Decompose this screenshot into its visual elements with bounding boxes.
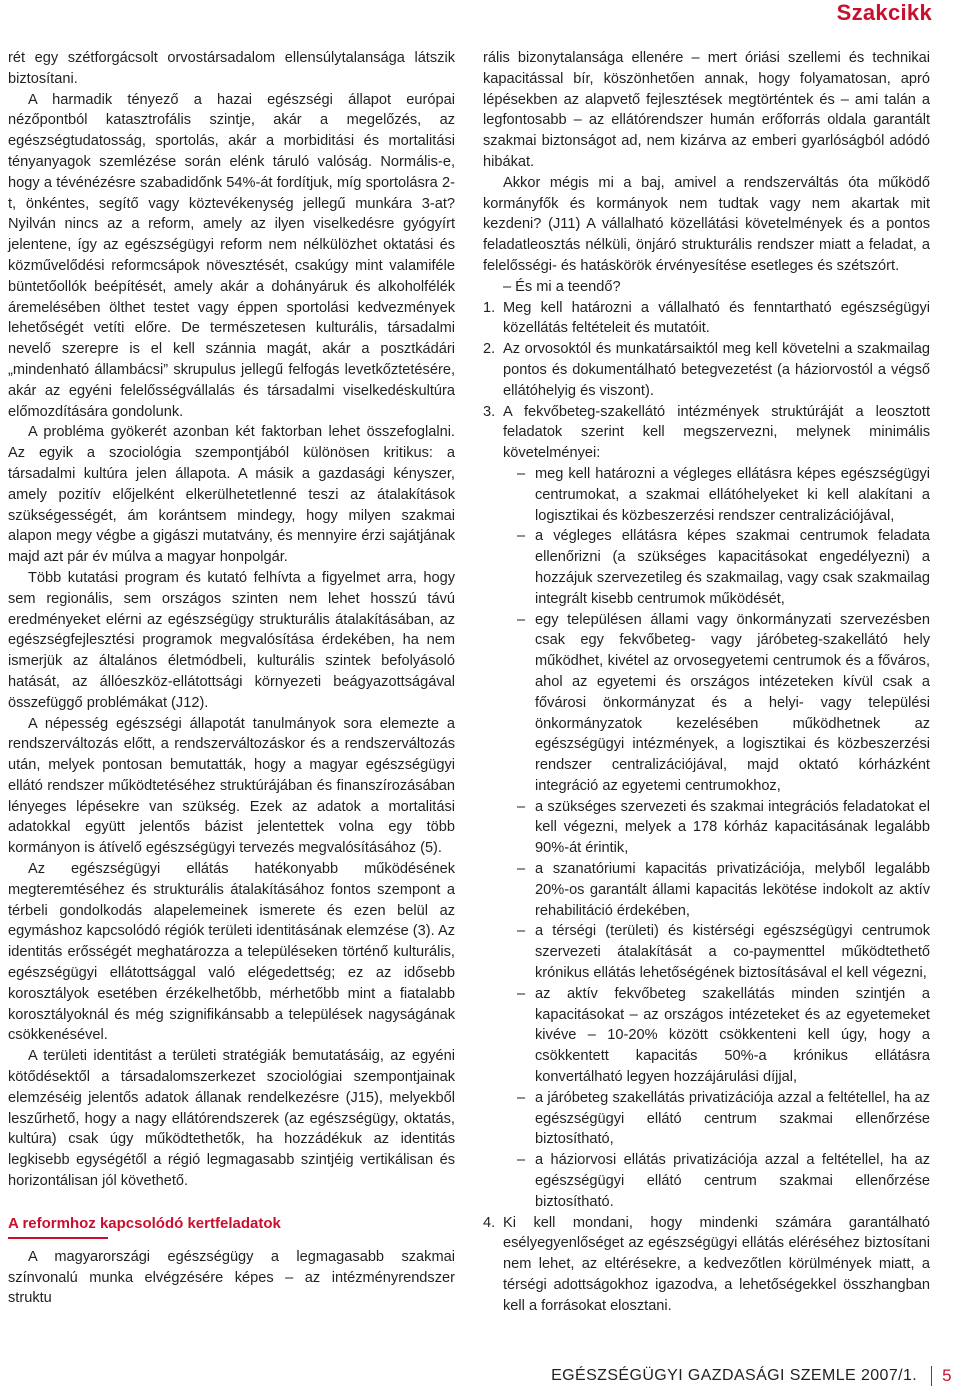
list-item xyxy=(483,1213,930,1317)
dash-mark: – xyxy=(517,985,526,1002)
dash-item-text: a szükséges szervezeti és szakmai integrációs feladatokat el kell végezni, melyek a 178 kórház kapacitásának legalább 90%-át érintik, xyxy=(535,798,930,857)
paragraph: A népesség egészségi állapotát tanulmányok sora elemezte a rendszerváltozás előtt, a rendszerváltozáskor és a rendszerváltozás után, melyek pontosan bemutatták, hogy a magyar egészségügyi ellátó rendszer működtetéséhez struktúrájában és finanszírozásában lényeges lépésekre van szükség. Ezek az adatok a mortalitási adatokkal együtt jelentős bázist jelentettek volna egy több kormányon is átívelő egészségügyi tervezés megvalósításához (5). xyxy=(8,715,455,857)
paragraph: A probléma gyökerét azonban két faktorban lehet összefoglalni. Az egyik a szociológia szempontjából különösen kritikus: a társadalmi kultúra jelen állapota. A másik a gazdasági kényszer, amely pozitív előjelként elkerülhetetlenné teszi az átalakítások szükségességét, ám korántsem mindegy, hogy milyen szakmai alapon megy végbe a gigászi mutatvány, és mennyire érzi sajátjának majd azt pár év múlva a magyar honpolgár. xyxy=(8,424,455,566)
dash-item-text: a térségi (területi) és kistérségi egészségügyi centrumok szervezeti átalakítását a co-paymenttel működtethető krónikus ellátás lehetőségének biztosításával el kell végezni, xyxy=(535,923,930,982)
paragraph: rális bizonytalansága ellenére – mert óriási szellemi és technikai kapacitással bír, köszönhetően annak, hogy folyamatosan, apró lépésekben az alapvető fejlesztések megtörténtek és – ami talán a legfontosabb – az ellátórendszer humán erőforrás oldala garantált szakmai biztonságot ad, nem kizárva az emberi gyarlóságból adódó hibákat. xyxy=(483,50,930,170)
dash-mark: – xyxy=(517,1152,526,1169)
paragraph: Akkor mégis mi a baj, amivel a rendszerváltás óta működő kormányfők és kormányok nem tudtak vagy nem akartak mit kezdeni? (J11) A vállalható közellátási követelmények és a pontos feladatleosztás nélküli, önjáró strukturális rendszer miatt a feladat, a felelősségi- és hatáskörök érvényesítése esetleges és szétszórt. xyxy=(483,174,930,274)
footer-divider xyxy=(931,1366,932,1386)
dash-item-text: a szanatóriumi kapacitás privatizációja, melyből legalább 20%-os garantált állami kapacitás lekötése indokolt az aktív rehabilitáció érdekében, xyxy=(535,861,930,919)
list-number: 2. xyxy=(483,341,496,358)
section-label: Szakcikk xyxy=(836,0,932,25)
list-number: 1. xyxy=(483,299,496,316)
paragraph: rét egy szétforgácsolt orvostársadalom ellensúlytalansága látszik biztosítani. xyxy=(8,50,455,87)
dash-mark: – xyxy=(517,923,526,940)
list-item xyxy=(483,402,930,1213)
question-line: – És mi a teendő? xyxy=(503,278,621,295)
dash-item-text: meg kell határozni a végleges ellátásra képes egészségügyi centrumokat, a szakmai ellátóhelyeket ki kell alakítani a logisztikai és közbeszerzési rendszer centralizációjával, xyxy=(535,465,930,524)
dash-item-text: a végleges ellátásra képes szakmai centrumok feladata ellenőrizni (a szükséges kapacitásokat engedélyezni) a hozzájuk szervezetileg és szakmailag, vagy csak szakmailag integrált kisebb centrumok működését, xyxy=(535,528,930,607)
dash-list-item xyxy=(503,797,930,859)
list-number: 3. xyxy=(483,403,496,420)
dash-item-text: a járóbeteg szakellátás privatizációja azzal a feltétellel, ha az egészségügyi ellátó centrum szakmai ellenőrzése biztosítható, xyxy=(535,1089,930,1148)
dash-list-item xyxy=(503,526,930,609)
numbered-list xyxy=(483,298,930,1317)
paragraph: A magyarországi egészségügy a legmagasabb szakmai színvonalú munka elvégzésére képes – az intézményrendszer struktu xyxy=(8,1248,455,1307)
dash-list-item xyxy=(503,1150,930,1212)
page-number: 5 xyxy=(942,1366,952,1385)
dash-list-item xyxy=(503,859,930,921)
list-item-text: Ki kell mondani, hogy mindenki számára garantálható esélyegyenlőséget az egészségügyi ellátás eléréséhez biztosítani nem lehet, az eltérésekre, a kedvezőtlen körülmények miatt, a térségi adottságokhoz igazodva, a lehetőségekkel összhangban kell a forrásokat elosztani. xyxy=(503,1214,930,1314)
dash-mark: – xyxy=(517,1089,526,1106)
list-number: 4. xyxy=(483,1214,496,1231)
page-footer xyxy=(551,1364,952,1388)
dash-mark: – xyxy=(517,861,526,878)
list-item xyxy=(483,339,930,401)
dash-list-item xyxy=(503,921,930,983)
dash-mark: – xyxy=(517,465,526,482)
list-item xyxy=(483,298,930,340)
paragraph: A területi identitást a területi stratégiák bemutatásáig, az egyéni kötődésektől a társadalomszerkezet szociológiai szempontjainak elemzéséig jelentős adatok állanak rendelkezésre (J15), melyekből leszűrhető, hogy a nagy ellátórendszerek (az egészségügy, oktatás, kultúra) csak úgy működtethetők, ha hozzádékuk az identitás legkisebb egységétől a régió legmagasabb szintjéig vertikálisan és horizontálisan jól követhető. xyxy=(8,1048,455,1190)
dash-list-item xyxy=(503,464,930,526)
paragraph: Az egészségügyi ellátás hatékonyabb működésének megteremtéséhez és strukturális átalakításához fontos szempont a térbeli gondolkodás alapelemeinek ismerete és ezen belül az egymáshoz kapcsolódó régiók területi identitásának elemzése (3). Az identitás erősségét meghatározza a településeken történő kulturális, egészségügyi ellátottsággal való elégedettség; ez az idősebb korosztályok esetében érzékelhetőbb, mérhetőbb mint a fiatalabb korosztályoknál és még szignifikánsabb a települések nagyságának csökkenésével. xyxy=(8,861,455,1044)
dash-list-item xyxy=(503,610,930,797)
dash-item-text: a háziorvosi ellátás privatizációja azzal a feltétellel, ha az egészségügyi ellátó centrum szakmai ellenőrzése biztosítható. xyxy=(535,1152,930,1210)
paragraph: Több kutatási program és kutató felhívta a figyelmet arra, hogy sem regionális, sem országos szinten nem lehet hosszú távú eredményeket elérni az egészségügy strukturális átalakításában, az egészségfejlesztési programok megvalósítása érdekében, ha nem ismerjük az általános életmódbeli, kulturális szintek befolyásoló hatását, az állóeszköz-ellátottsági környezeti beágyazottságával összefüggő problémákat (J12). xyxy=(8,569,455,711)
dash-list-item xyxy=(503,1088,930,1150)
left-column xyxy=(8,48,455,1309)
list-item-text: Meg kell határozni a vállalható és fenntartható egészségügyi közellátás feltételeit és mutatóit. xyxy=(503,299,930,337)
dash-mark: – xyxy=(517,611,526,628)
dash-list-item xyxy=(503,984,930,1088)
section-heading: A reformhoz kapcsolódó kertfeladatok xyxy=(8,1214,281,1232)
list-item-text: A fekvőbeteg-szakellátó intézmények struktúráját a leosztott feladatok szerint kell megszervezni, melynek minimális követelményei: xyxy=(503,403,930,462)
dash-mark: – xyxy=(517,798,526,815)
right-column xyxy=(483,48,930,1317)
journal-title: EGÉSZSÉGÜGYI GAZDASÁGI SZEMLE 2007/1. xyxy=(551,1367,918,1384)
dash-list xyxy=(503,464,930,1213)
heading-underline xyxy=(8,1237,108,1239)
paragraph: A harmadik tényező a hazai egészségi állapot európai nézőpontból katasztrofális szintje, akár a megelőzés, az egészségtudatosság, sportolás, akár a morbiditási és mortalitási tényanyagok szemlézése során elénk táruló valóság. Normális-e, hogy a tévénézésre szabadidőnk 54%-át fordítjuk, míg sportolásra 2-t, önkéntes, segítő vagy köztevékenység jellegű munkára 3-at? Nyilván nincs az a reform, amely az ilyen viselkedésre gyógyírt jelentene, így az egészségügyi reform nem nélkülözhet oktatási és közművelődési reformcsápok növesztését, csakúgy mint valamiféle büntetőollók beépítését, amely akár a dohányáruk és alkoholfélék áremelésében ölthet testet vagy éppen sportolási kedvezmények lehetőségét vetíti előre. De természetesen kulturális, társadalmi nevelő szerepre is el kell szánnia magát, akár a posztkádári „mindenható állambácsi” skrupulus jellegű felfogás levetkőztetésére, akár az egyéni felelősségvállalás és társadalmi viselkedéskultúra előmozdítására gondolunk. xyxy=(8,91,455,420)
dash-item-text: az aktív fekvőbeteg szakellátás minden szintjén a kapacitásokat – az országos intézeteket és az egyetemeket kivéve – 10-20% között csökkenteni kell úgy, hogy a csökkentett kapacitás 50%-a krónikus ellátásra konvertálható legyen hozzájárulási díjjal, xyxy=(535,985,930,1086)
list-item-text: Az orvosoktól és munkatársaiktól meg kell követelni a szakmailag pontos és dokumentálható betegvezetést (a háziorvostól a végső ellátóhelyig és viszont). xyxy=(503,341,930,399)
dash-mark: – xyxy=(517,528,526,545)
dash-item-text: egy településen állami vagy önkormányzati szervezésben csak egy fekvőbeteg- vagy járóbeteg-szakellátó hely működhet, kivétel az orvosegyetemi centrumok és a főváros, ahol az egyetemi és országos intézeteken kívül csak a fővárosi önkormányzat és a helyi- vagy települési önkormányzatok kezelésében működhetnek az egészségügyi intézmények, a logisztikai és közbeszerzési rendszer centralizációjával, majd oktató kórházként integráció az egyetemi centrumokhoz, xyxy=(535,611,930,794)
